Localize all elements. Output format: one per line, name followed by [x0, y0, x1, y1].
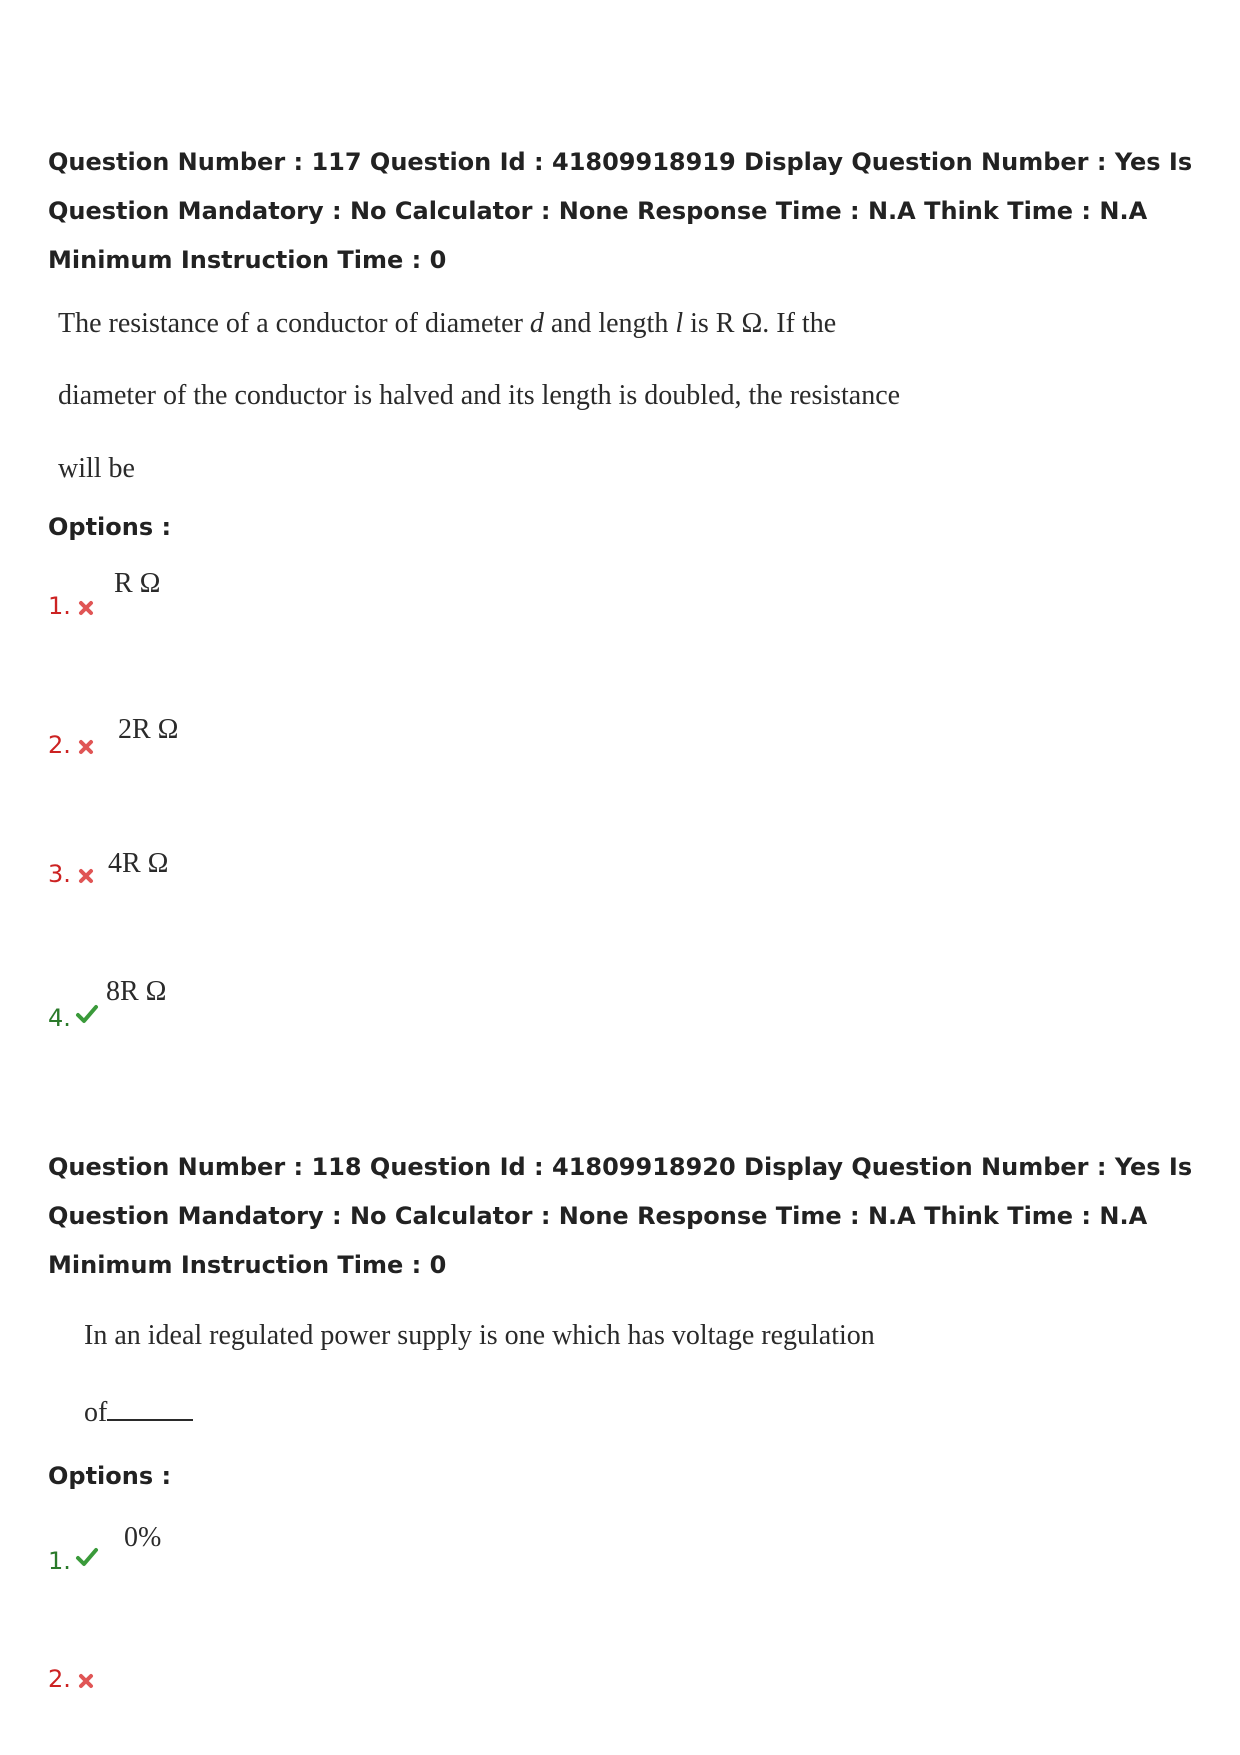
check-icon	[75, 1546, 99, 1568]
question-text-118-line-2: of	[84, 1393, 193, 1429]
options-label-118: Options :	[48, 1462, 172, 1490]
option-value-118-1: 0%	[124, 1522, 162, 1553]
options-label-117: Options :	[48, 513, 172, 541]
cross-icon	[78, 1673, 94, 1689]
cross-icon	[78, 600, 94, 616]
check-icon	[75, 1003, 99, 1025]
option-number-117-1: 1.	[48, 592, 71, 620]
question-text-117-line-1: The resistance of a conductor of diameter d and length l is R Ω. If the	[58, 308, 837, 339]
option-value-117-1: R Ω	[114, 568, 161, 599]
option-number-118-2: 2.	[48, 1665, 71, 1693]
question-text-118-line-1: In an ideal regulated power supply is one which has voltage regulation	[84, 1320, 875, 1351]
cross-icon	[78, 868, 94, 884]
cross-icon	[78, 739, 94, 755]
option-number-118-1: 1.	[48, 1547, 71, 1575]
question-text-117-line-2: diameter of the conductor is halved and its length is doubled, the resistance	[58, 380, 901, 411]
option-number-117-3: 3.	[48, 860, 71, 888]
option-number-117-4: 4.	[48, 1004, 71, 1032]
question-text-117-line-3: will be	[58, 453, 135, 484]
answer-blank	[107, 1393, 193, 1421]
option-value-117-4: 8R Ω	[106, 976, 167, 1007]
option-number-117-2: 2.	[48, 731, 71, 759]
question-header-117: Question Number : 117 Question Id : 41809918919 Display Question Number : Yes Is Question Mandatory : No Calculator : None Response Time : N.A Think Time : N.A Minimum Instruction Time : 0	[48, 148, 1193, 274]
question-header-118: Question Number : 118 Question Id : 41809918920 Display Question Number : Yes Is Question Mandatory : No Calculator : None Response Time : N.A Think Time : N.A Minimum Instruction Time : 0	[48, 1153, 1193, 1279]
option-value-117-2: 2R Ω	[118, 714, 179, 745]
option-value-117-3: 4R Ω	[108, 848, 169, 879]
